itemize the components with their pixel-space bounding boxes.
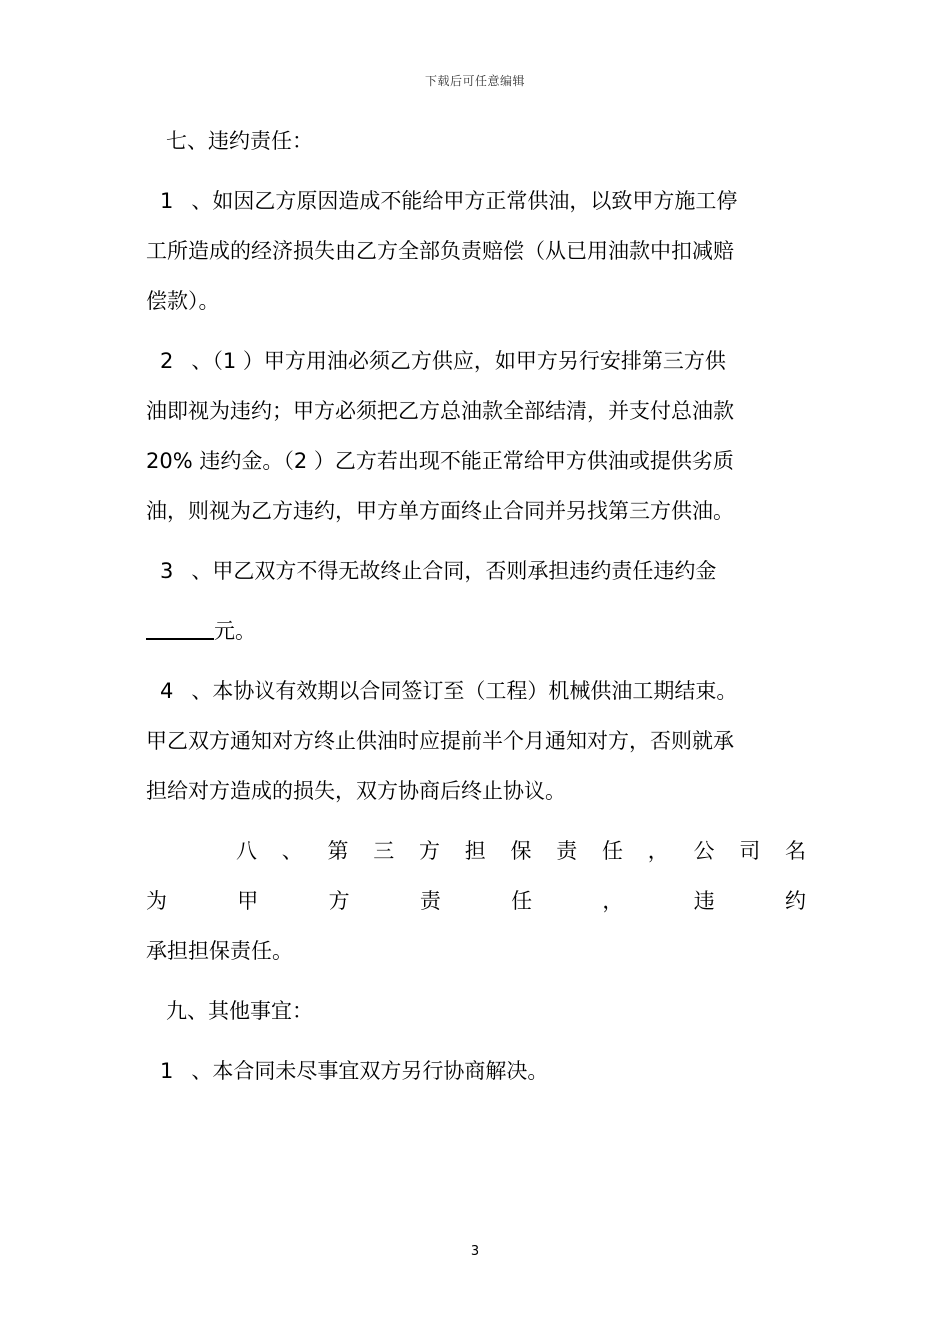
paragraph-line: 、（1 ）甲方用油必须乙方供应，如甲方另行安排第三方供 — [191, 349, 726, 373]
page-header: 下载后可任意编辑 — [424, 74, 525, 88]
section-7-item-3 — [146, 546, 806, 656]
section-9-title: 九、其他事宜： — [166, 999, 313, 1023]
paragraph-line: 担给对方造成的损失，双方协商后终止协议。 — [146, 779, 566, 803]
paragraph-line: 、甲乙双方不得无故终止合同，否则承担违约责任违约金 — [191, 559, 717, 583]
section-8-title: 八、第三方担保责任，公司名 — [236, 839, 806, 863]
section-7-item-4 — [146, 666, 806, 816]
paragraph-line: 偿款）。 — [146, 289, 220, 313]
paragraph-line: 20% 违约金。（2 ）乙方若出现不能正常给甲方供油或提供劣质 — [146, 449, 734, 473]
paragraph-line: 、如因乙方原因造成不能给甲方正常供油，以致甲方施工停 — [191, 189, 738, 213]
item-number: 2 — [160, 349, 174, 373]
blank-underline — [146, 616, 214, 640]
paragraph-line: 工所造成的经济损失由乙方全部负责赔偿（从已用油款中扣减赔 — [146, 239, 734, 263]
section-9-item-1 — [146, 1046, 806, 1096]
page-number: 3 — [470, 1244, 480, 1259]
section-7-item-2 — [146, 336, 806, 536]
paragraph-line: 元。 — [214, 619, 256, 643]
section-8 — [146, 826, 806, 976]
section-7-item-1 — [146, 176, 806, 326]
document-body — [146, 116, 806, 1096]
paragraph-line: 油即视为违约；甲方必须把乙方总油款全部结清，并支付总油款 — [146, 399, 734, 423]
item-number: 1 — [160, 189, 174, 213]
section-7-title: 七、违约责任： — [166, 129, 313, 153]
paragraph-line: 为甲方责任，违约 — [146, 889, 806, 913]
paragraph-line: 承担担保责任。 — [146, 939, 293, 963]
paragraph-line: 、本合同未尽事宜双方另行协商解决。 — [191, 1059, 549, 1083]
paragraph-line: 甲乙双方通知对方终止供油时应提前半个月通知对方，否则就承 — [146, 729, 734, 753]
paragraph-line: 油，则视为乙方违约，甲方单方面终止合同并另找第三方供油。 — [146, 499, 734, 523]
item-number: 3 — [160, 559, 174, 583]
item-number: 1 — [160, 1059, 174, 1083]
item-number: 4 — [160, 679, 174, 703]
paragraph-line: 、本协议有效期以合同签订至（工程）机械供油工期结束。 — [191, 679, 738, 703]
